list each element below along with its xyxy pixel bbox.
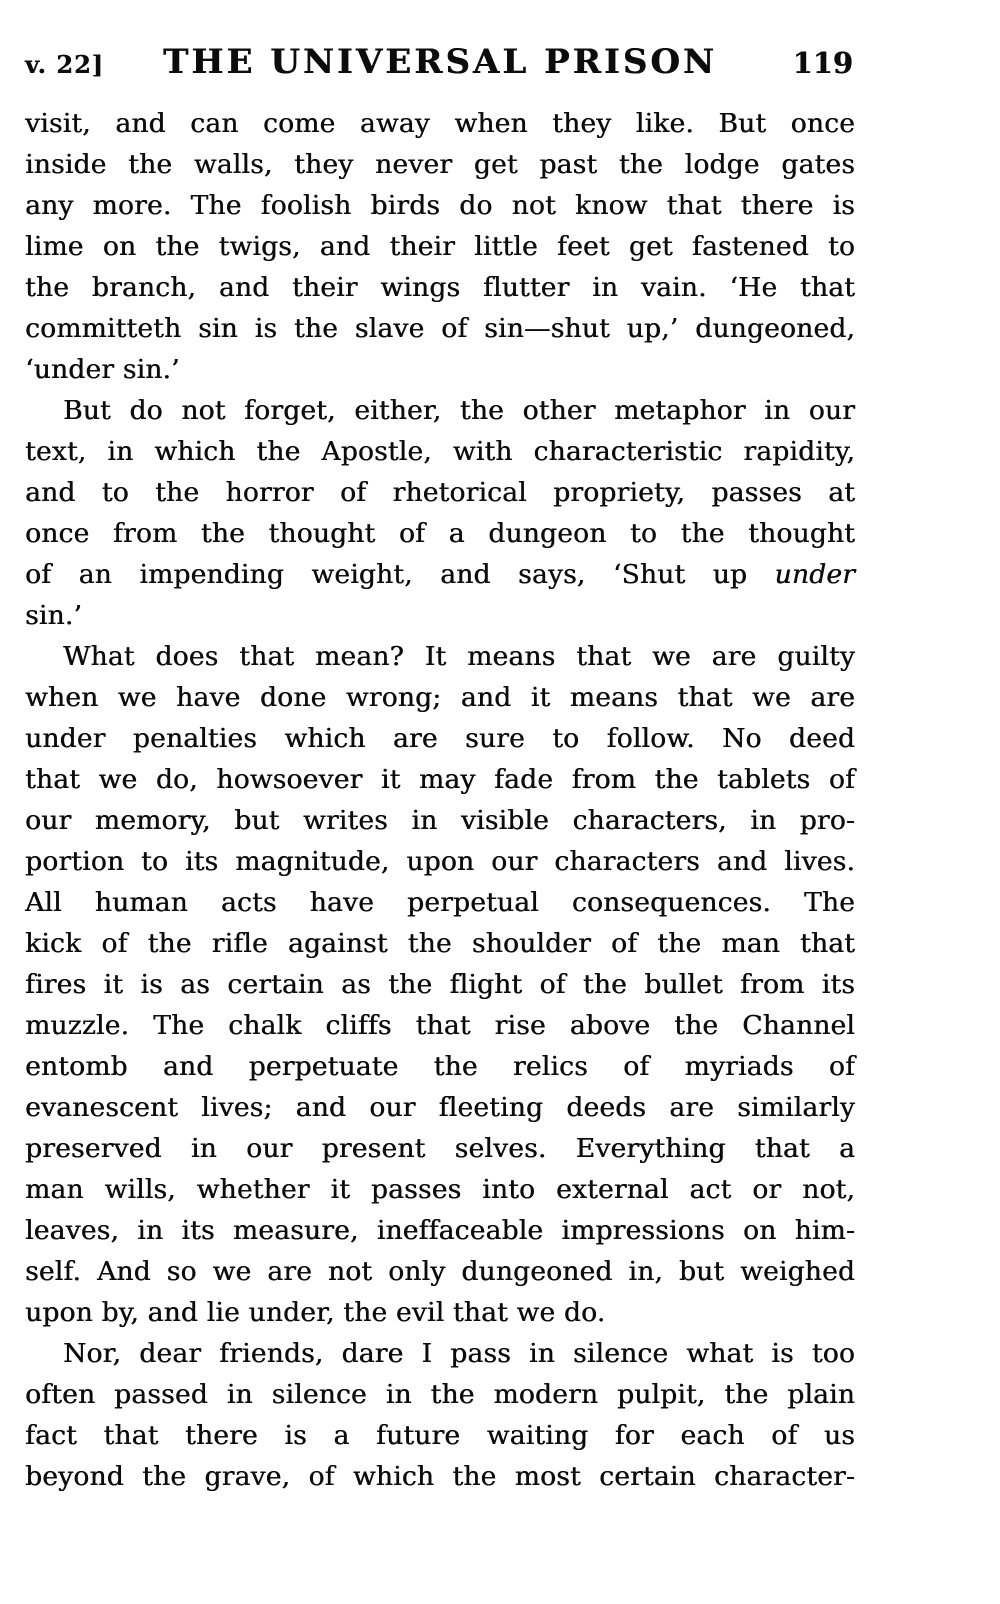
text-line: All human acts have perpetual consequences. The	[25, 887, 855, 918]
text-line: portion to its magnitude, upon our characters and lives.	[25, 846, 855, 877]
text-line: visit, and can come away when they like. But once	[25, 108, 855, 139]
text-line: of an impending weight, and says, ‘Shut up under	[25, 559, 855, 590]
text-line: once from the thought of a dungeon to the thought	[25, 518, 855, 549]
text-line: under penalties which are sure to follow. No deed	[25, 723, 855, 754]
text-line: when we have done wrong; and it means that we are	[25, 682, 855, 713]
paragraph	[25, 390, 855, 636]
text-line: lime on the twigs, and their little feet get fastened to	[25, 231, 855, 262]
text-line: that we do, howsoever it may fade from the tablets of	[25, 764, 855, 795]
text-line: and to the horror of rhetorical propriety, passes at	[25, 477, 855, 508]
text-line: leaves, in its measure, ineffaceable impressions on him-	[25, 1215, 855, 1246]
running-title: THE UNIVERSAL PRISON	[162, 42, 718, 82]
text-line: But do not forget, either, the other metaphor in our	[63, 395, 855, 426]
text-line: any more. The foolish birds do not know that there is	[25, 190, 855, 221]
text-line: muzzle. The chalk cliffs that rise above the Channel	[25, 1010, 855, 1041]
text-line: preserved in our present selves. Everything that a	[25, 1133, 855, 1164]
paragraph	[25, 103, 855, 390]
text-line: Nor, dear friends, dare I pass in silence what is too	[63, 1338, 855, 1369]
text-line: What does that mean? It means that we are guilty	[63, 641, 855, 672]
text-line: beyond the grave, of which the most certain character-	[25, 1461, 855, 1492]
section-marker: v. 22]	[25, 50, 104, 79]
text-line: our memory, but writes in visible characters, in pro-	[25, 805, 855, 836]
text-line: the branch, and their wings flutter in vain. ‘He that	[25, 272, 855, 303]
text-line: kick of the rifle against the shoulder of the man that	[25, 928, 855, 959]
text-line: evanescent lives; and our fleeting deeds are similarly	[25, 1092, 855, 1123]
text-line: fires it is as certain as the flight of the bullet from its	[25, 969, 855, 1000]
text-line: fact that there is a future waiting for each of us	[25, 1420, 855, 1451]
paragraph	[25, 1333, 855, 1497]
text-line: committeth sin is the slave of sin—shut up,’ dungeoned,	[25, 313, 855, 344]
text-line: text, in which the Apostle, with characteristic rapidity,	[25, 436, 855, 467]
text-line: ‘under sin.’	[25, 354, 180, 385]
text-line: inside the walls, they never get past the lodge gates	[25, 149, 855, 180]
text-line: man wills, whether it passes into external act or not,	[25, 1174, 855, 1205]
running-header	[25, 40, 855, 88]
text-line: self. And so we are not only dungeoned in, but weighed	[25, 1256, 855, 1287]
page-number: 119	[792, 46, 853, 80]
page-body	[25, 103, 855, 1497]
text-line: sin.’	[25, 600, 82, 631]
text-line: entomb and perpetuate the relics of myriads of	[25, 1051, 855, 1082]
paragraph	[25, 636, 855, 1333]
text-line: upon by, and lie under, the evil that we do.	[25, 1297, 606, 1328]
text-line: often passed in silence in the modern pulpit, the plain	[25, 1379, 855, 1410]
